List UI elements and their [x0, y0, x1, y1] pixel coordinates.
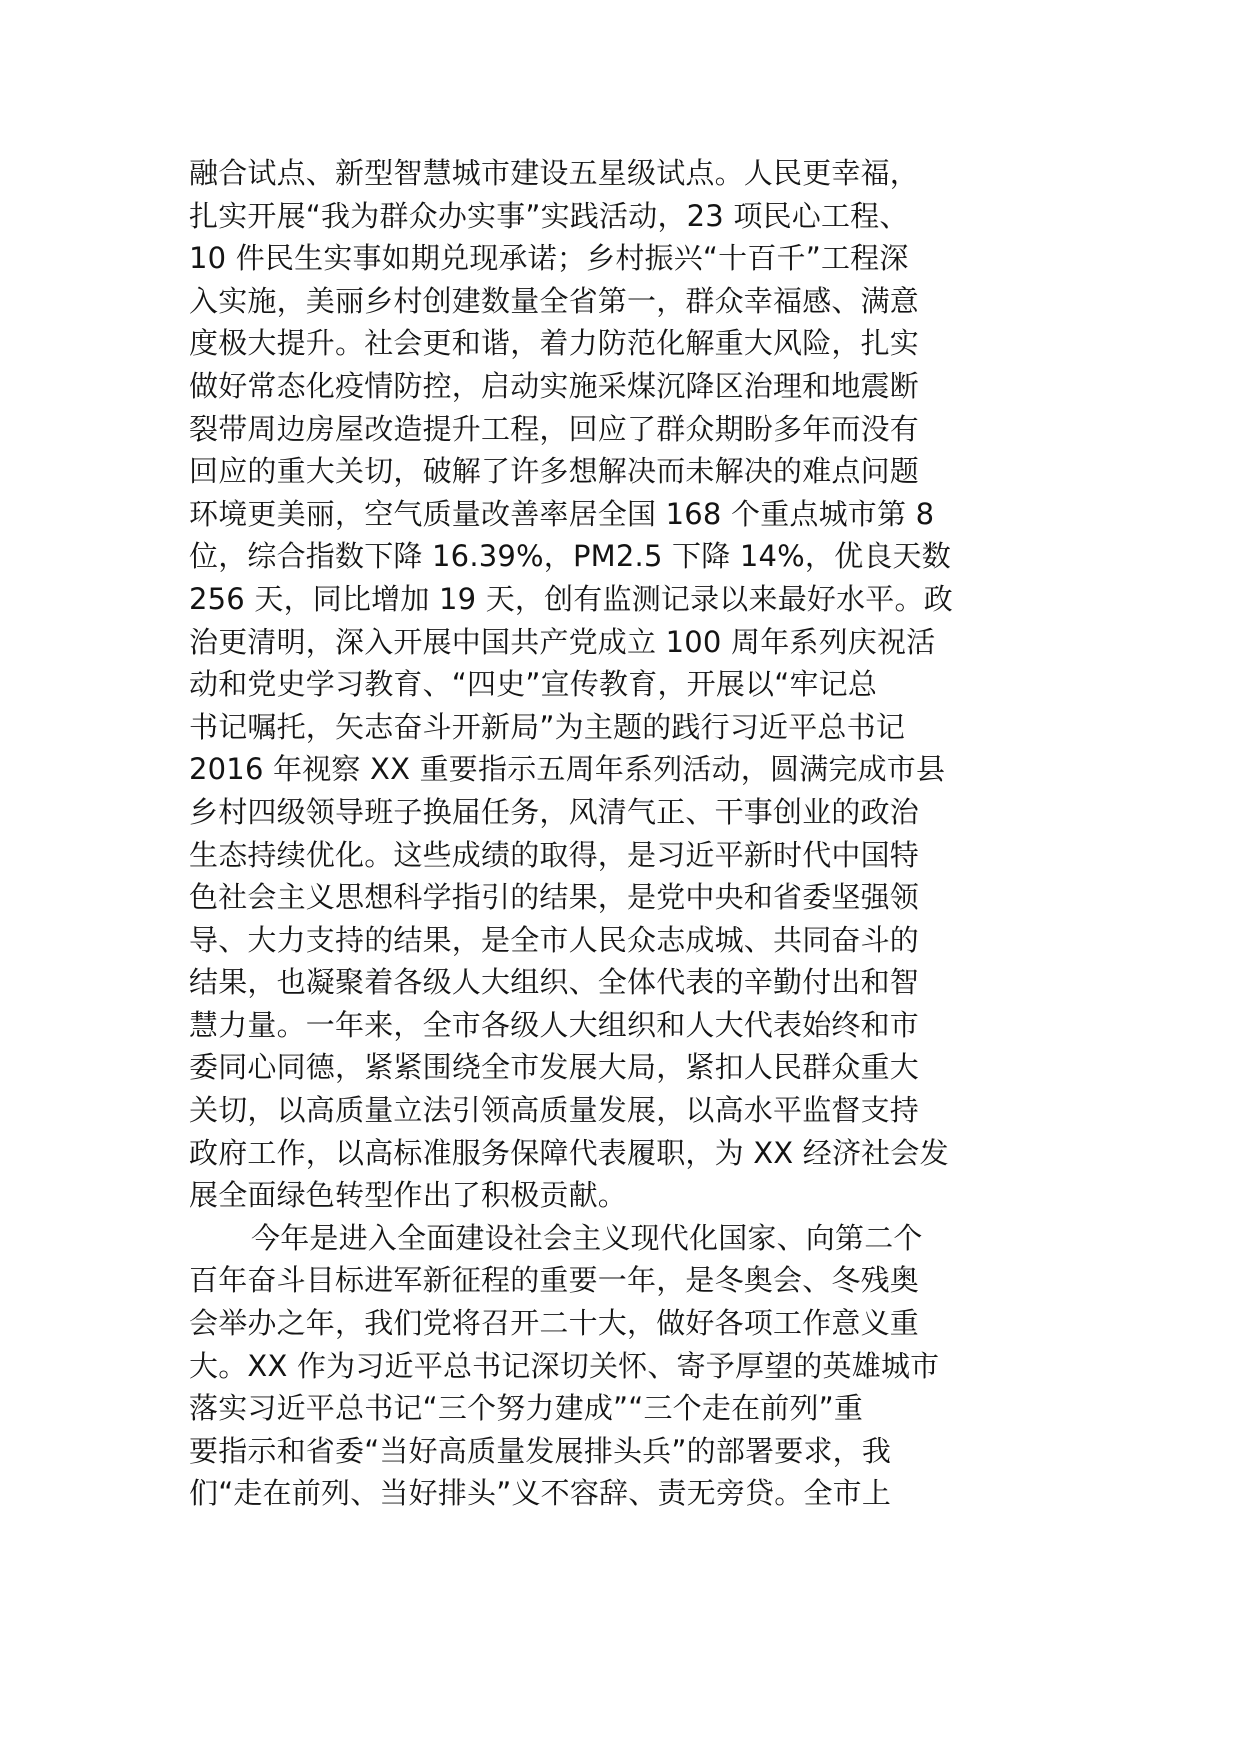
- text-line: 裂带周边房屋改造提升工程，回应了群众期盼多年而没有: [189, 411, 920, 446]
- text-line: 落实习近平总书记“三个努力建成”“三个走在前列”重: [189, 1391, 864, 1426]
- text-line: 扎实开展“我为群众办实事”实践活动，23 项民心工程、: [189, 198, 909, 233]
- text-line: 度极大提升。社会更和谐，着力防范化解重大风险，扎实: [189, 326, 920, 361]
- text-line: 会举办之年，我们党将召开二十大，做好各项工作意义重: [189, 1306, 920, 1341]
- text-line: 入实施，美丽乡村创建数量全省第一，群众幸福感、满意: [189, 283, 920, 318]
- text-line: 动和党史学习教育、“四史”宣传教育，开展以“牢记总: [189, 667, 878, 702]
- text-line: 百年奋斗目标进军新征程的重要一年，是冬奥会、冬残奥: [189, 1263, 920, 1298]
- text-line: 书记嘱托，矢志奋斗开新局”为主题的践行习近平总书记: [189, 709, 906, 744]
- text-line: 导、大力支持的结果，是全市人民众志成城、共同奋斗的: [189, 922, 920, 957]
- paragraph-start-line: 今年是进入全面建设社会主义现代化国家、向第二个: [251, 1220, 923, 1255]
- text-line: 结果，也凝聚着各级人大组织、全体代表的辛勤付出和智: [189, 965, 920, 1000]
- text-line: 要指示和省委“当好高质量发展排头兵”的部署要求，我: [189, 1433, 892, 1468]
- text-line: 委同心同德，紧紧围绕全市发展大局，紧扣人民群众重大: [189, 1050, 920, 1085]
- text-line: 10 件民生实事如期兑现承诺；乡村振兴“十百千”工程深: [189, 241, 909, 276]
- text-line: 色社会主义思想科学指引的结果，是党中央和省委坚强领: [189, 880, 920, 915]
- text-line: 治更清明，深入开展中国共产党成立 100 周年系列庆祝活: [189, 624, 936, 659]
- text-line: 做好常态化疫情防控，启动实施采煤沉降区治理和地震断: [189, 368, 920, 403]
- text-line: 慧力量。一年来，全市各级人大组织和人大代表始终和市: [189, 1007, 920, 1042]
- text-line: 们“走在前列、当好排头”义不容辞、责无旁贷。全市上: [189, 1476, 892, 1511]
- text-line: 乡村四级领导班子换届任务，风清气正、干事创业的政治: [189, 794, 920, 829]
- text-line: 环境更美丽，空气质量改善率居全国 168 个重点城市第 8: [189, 496, 935, 531]
- text-line: 关切，以高质量立法引领高质量发展，以高水平监督支持: [189, 1093, 920, 1128]
- body-text: [189, 152, 1069, 1515]
- text-line: 位，综合指数下降 16.39%，PM2.5 下降 14%，优良天数: [189, 539, 951, 574]
- text-line: 展全面绿色转型作出了积极贡献。: [189, 1178, 628, 1213]
- text-line: 政府工作，以高标准服务保障代表履职，为 XX 经济社会发: [189, 1135, 949, 1170]
- text-line: 融合试点、新型智慧城市建设五星级试点。人民更幸福，: [189, 156, 920, 190]
- text-line: 回应的重大关切，破解了许多想解决而未解决的难点问题: [189, 454, 920, 489]
- text-line: 大。XX 作为习近平总书记深切关怀、寄予厚望的英雄城市: [189, 1348, 940, 1383]
- text-line: 2016 年视察 XX 重要指示五周年系列活动，圆满完成市县: [189, 752, 946, 787]
- text-line: 256 天，同比增加 19 天，创有监测记录以来最好水平。政: [189, 581, 953, 616]
- text-line: 生态持续优化。这些成绩的取得，是习近平新时代中国特: [189, 837, 920, 872]
